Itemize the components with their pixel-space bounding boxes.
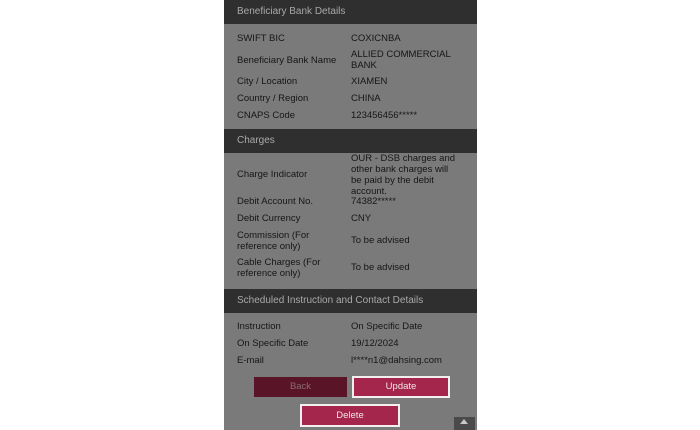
detail-value: COXICNBA	[351, 32, 401, 44]
section-header-beneficiary-bank: Beneficiary Bank Details	[224, 0, 477, 24]
detail-label: Commission (For reference only)	[237, 229, 310, 252]
detail-label: E-mail	[237, 355, 264, 366]
detail-row-cnaps	[224, 107, 477, 124]
detail-row-commission	[224, 227, 477, 254]
detail-row-specific-date	[224, 335, 477, 352]
scheduled-rows	[224, 313, 477, 372]
phone-screen	[224, 0, 477, 430]
detail-label: Charge Indicator	[237, 169, 308, 180]
detail-label: Debit Account No.	[237, 196, 314, 207]
detail-value: 74382*****	[351, 196, 396, 207]
detail-row-bank-name	[224, 47, 477, 73]
back-button[interactable]: Back	[254, 377, 347, 397]
detail-label: Beneficiary Bank Name	[237, 54, 337, 66]
detail-label: On Specific Date	[237, 338, 309, 349]
detail-row-charge-indicator	[224, 152, 477, 197]
detail-label: Instruction	[237, 321, 281, 332]
beneficiary-bank-rows	[224, 24, 477, 127]
detail-value: To be advised	[351, 235, 410, 246]
detail-label: CNAPS Code	[237, 110, 296, 121]
detail-value: OUR - DSB charges and other bank charges will be paid by the debit account.	[351, 152, 456, 197]
detail-row-debit-currency	[224, 210, 477, 227]
detail-label: Cable Charges (For reference only)	[237, 256, 321, 279]
detail-value: CHINA	[351, 93, 381, 104]
charges-rows	[224, 153, 477, 284]
detail-row-city	[224, 73, 477, 90]
detail-label: City / Location	[237, 76, 298, 87]
detail-row-instruction	[224, 318, 477, 335]
detail-label: SWIFT BIC	[237, 32, 285, 44]
detail-value: l****n1@dahsing.com	[351, 355, 442, 366]
detail-row-cable-charges	[224, 254, 477, 281]
detail-row-country	[224, 90, 477, 107]
detail-value: 19/12/2024	[351, 338, 399, 349]
detail-label: Debit Currency	[237, 213, 301, 224]
scroll-to-top-button[interactable]	[454, 417, 475, 430]
detail-value: On Specific Date	[351, 321, 423, 332]
detail-row-debit-account	[224, 193, 477, 210]
section-header-scheduled: Scheduled Instruction and Contact Details	[224, 289, 477, 313]
detail-value: To be advised	[351, 262, 410, 273]
detail-value: 123456456*****	[351, 110, 418, 121]
detail-row-email	[224, 352, 477, 369]
update-button[interactable]: Update	[352, 376, 450, 398]
detail-value: ALLIED COMMERCIAL BANK	[351, 49, 451, 71]
detail-label: Country / Region	[237, 93, 309, 104]
detail-value: XIAMEN	[351, 76, 388, 87]
detail-row-swift-bic	[224, 29, 477, 47]
delete-button[interactable]: Delete	[300, 404, 400, 427]
scroll-to-top-icon	[460, 419, 468, 424]
detail-value: CNY	[351, 213, 372, 224]
section-header-charges: Charges	[224, 129, 477, 153]
